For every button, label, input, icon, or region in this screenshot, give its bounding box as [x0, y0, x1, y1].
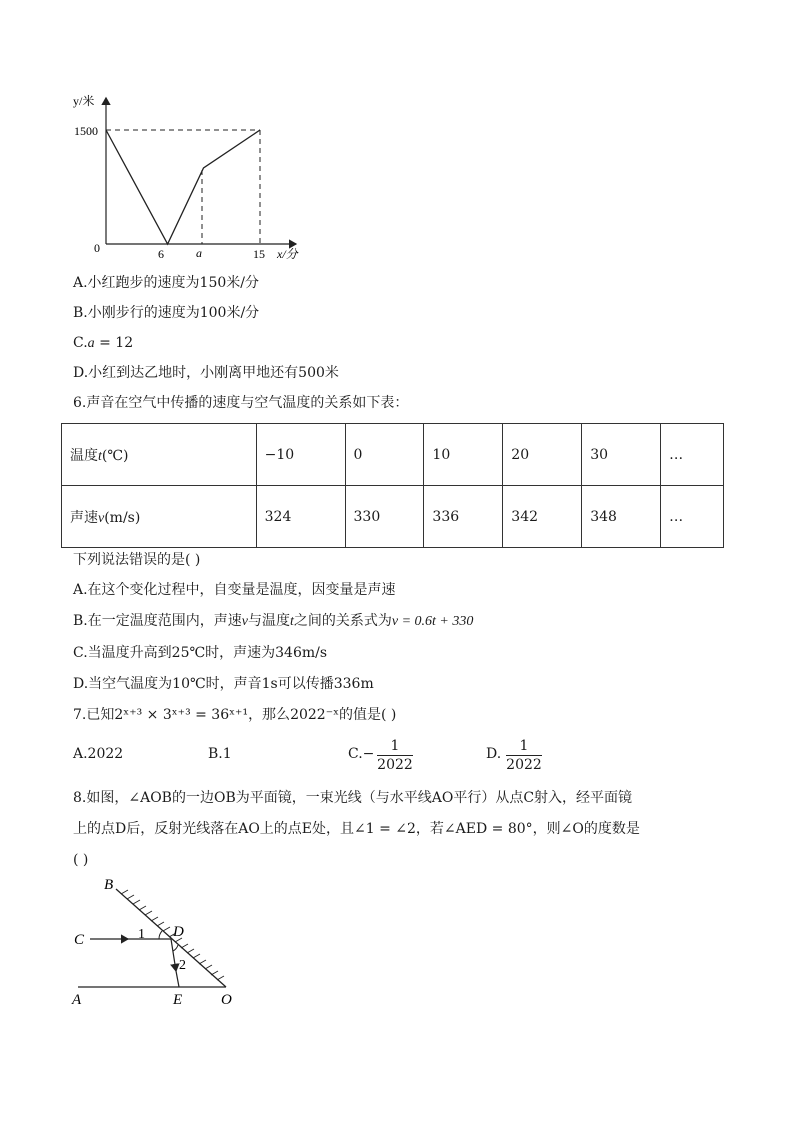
table-cell: 20	[503, 424, 582, 486]
label-o: O	[221, 992, 232, 1008]
label-angle-2: 2	[179, 958, 186, 973]
table-cell: …	[661, 486, 724, 548]
label-b: B	[104, 877, 114, 893]
q5-option-c-rest: = 12	[94, 335, 134, 351]
angle-2-arc	[173, 945, 178, 951]
label-a: A	[72, 992, 82, 1008]
q6-option-b: B.在一定温度范围内，声速v与温度t之间的关系式为v = 0.6t + 330	[73, 613, 474, 629]
table-cell: 348	[582, 486, 661, 548]
q5-option-c-prefix: C.	[73, 335, 88, 351]
label-c: C	[74, 932, 85, 948]
x-tick-6: 6	[158, 247, 164, 261]
y-axis-label: y/米	[73, 94, 95, 108]
q6-question: 下列说法错误的是( )	[73, 552, 201, 568]
q7-option-d-fraction: 1 2022	[506, 738, 542, 773]
table-cell: 324	[256, 486, 345, 548]
q7-option-d: D.	[486, 746, 502, 762]
distance-time-graph	[60, 92, 320, 267]
reflected-ray-tail	[176, 971, 179, 987]
q8-stem-line2: 上的点D后，反射光线落在AO上的点E处，且∠1 = ∠2，若∠AED = 80°，则∠O的度数是	[73, 821, 640, 837]
q7-option-b: B.1	[208, 746, 232, 762]
y-tick-1500: 1500	[74, 124, 98, 138]
q6-option-c: C.当温度升高到25℃时，声速为346m/s	[73, 645, 328, 661]
table-row-label-speed: 声速v(m/s)	[62, 486, 257, 548]
table-cell: 330	[345, 486, 424, 548]
q5-option-b: B.小刚步行的速度为100米/分	[73, 305, 260, 321]
reflected-ray	[171, 939, 176, 971]
q7-option-c: C.−	[348, 746, 375, 762]
q6-option-d: D.当空气温度为10℃时，声音1s可以传播336m	[73, 676, 374, 692]
table-cell: 30	[582, 424, 661, 486]
series-line	[106, 130, 260, 244]
x-tick-15: 15	[253, 247, 265, 261]
table-cell: 342	[503, 486, 582, 548]
mirror-line-ob	[116, 889, 226, 987]
q5-option-d: D.小红到达乙地时，小刚离甲地还有500米	[73, 365, 339, 381]
table-row-label-temperature: 温度t(℃)	[62, 424, 257, 486]
table-row	[62, 486, 724, 548]
label-d: D	[173, 924, 184, 940]
x-axis-label: x/分	[277, 247, 298, 261]
table-row	[62, 424, 724, 486]
table-cell: 0	[345, 424, 424, 486]
q6-stem: 6.声音在空气中传播的速度与空气温度的关系如下表：	[73, 395, 409, 411]
q5-option-c	[73, 333, 133, 354]
table-cell: …	[661, 424, 724, 486]
q8-stem-line3: ( )	[73, 852, 89, 868]
label-angle-1: 1	[138, 927, 145, 942]
q7-expression: 2022⁻ˣ	[290, 707, 340, 723]
table-cell: −10	[256, 424, 345, 486]
q5-option-c-var: a	[87, 336, 95, 351]
angle-1-arc	[159, 931, 162, 939]
q5-option-a: A.小红跑步的速度为150米/分	[73, 275, 259, 291]
table-cell: 10	[424, 424, 503, 486]
label-e: E	[173, 992, 183, 1008]
q6-option-a: A.在这个变化过程中，自变量是温度，因变量是声速	[73, 582, 396, 598]
speed-temperature-table	[61, 423, 724, 548]
q7-option-c-fraction: 1 2022	[377, 738, 413, 773]
y-tick-0: 0	[94, 241, 100, 255]
mirror-reflection-diagram	[66, 872, 246, 1012]
q7-option-a: A.2022	[73, 746, 124, 762]
q7-formula: 2ˣ⁺³ × 3ˣ⁺³ = 36ˣ⁺¹	[114, 707, 249, 723]
q7-stem: 7.已知2ˣ⁺³ × 3ˣ⁺³ = 36ˣ⁺¹，那么2022⁻ˣ的值是( )	[73, 707, 397, 723]
q8-stem-line1: 8.如图，∠AOB的一边OB为平面镜，一束光线（与水平线AO平行）从点C射入，经平面镜	[73, 790, 633, 806]
x-tick-a: a	[196, 246, 202, 260]
table-cell: 336	[424, 486, 503, 548]
